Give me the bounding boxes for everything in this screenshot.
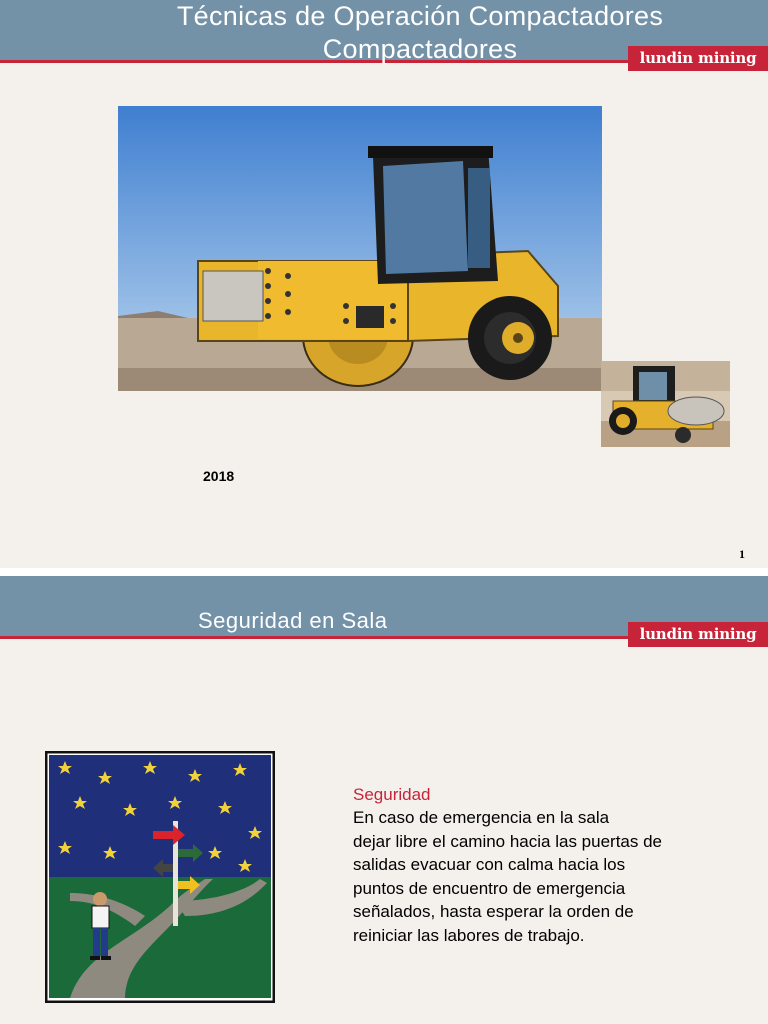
page-number: 1 <box>739 547 745 561</box>
slide-title-line-1: Técnicas de Operación Compactadores <box>176 1 664 31</box>
year-label: 2018 <box>203 468 235 484</box>
safety-text-block <box>353 783 733 947</box>
lundin-mining-logo: lundin mining <box>628 622 768 647</box>
safety-body-line: salidas evacuar con calma hacia los <box>353 855 626 874</box>
slide-2 <box>0 576 768 1024</box>
slide-title: Seguridad en Sala <box>198 608 388 633</box>
safety-heading: Seguridad <box>353 785 431 804</box>
safety-body-line: puntos de encuentro de emergencia <box>353 878 626 898</box>
safety-body-line: señalados, hasta esperar la orden de <box>353 902 634 921</box>
compactor-thumbnail-photo <box>601 361 730 447</box>
compactor-photo <box>118 106 602 391</box>
crossroads-clipart <box>45 751 275 1003</box>
safety-body-line: dejar libre el camino hacia las puertas de <box>353 831 663 851</box>
safety-body-line: En caso de emergencia en la sala <box>353 808 610 827</box>
safety-body-line: reiniciar las labores de trabajo. <box>353 925 585 945</box>
slide-title-line-2: Compactadores <box>322 34 518 64</box>
safety-body <box>353 806 733 947</box>
lundin-mining-logo: lundin mining <box>628 46 768 71</box>
slide-divider <box>0 568 768 576</box>
